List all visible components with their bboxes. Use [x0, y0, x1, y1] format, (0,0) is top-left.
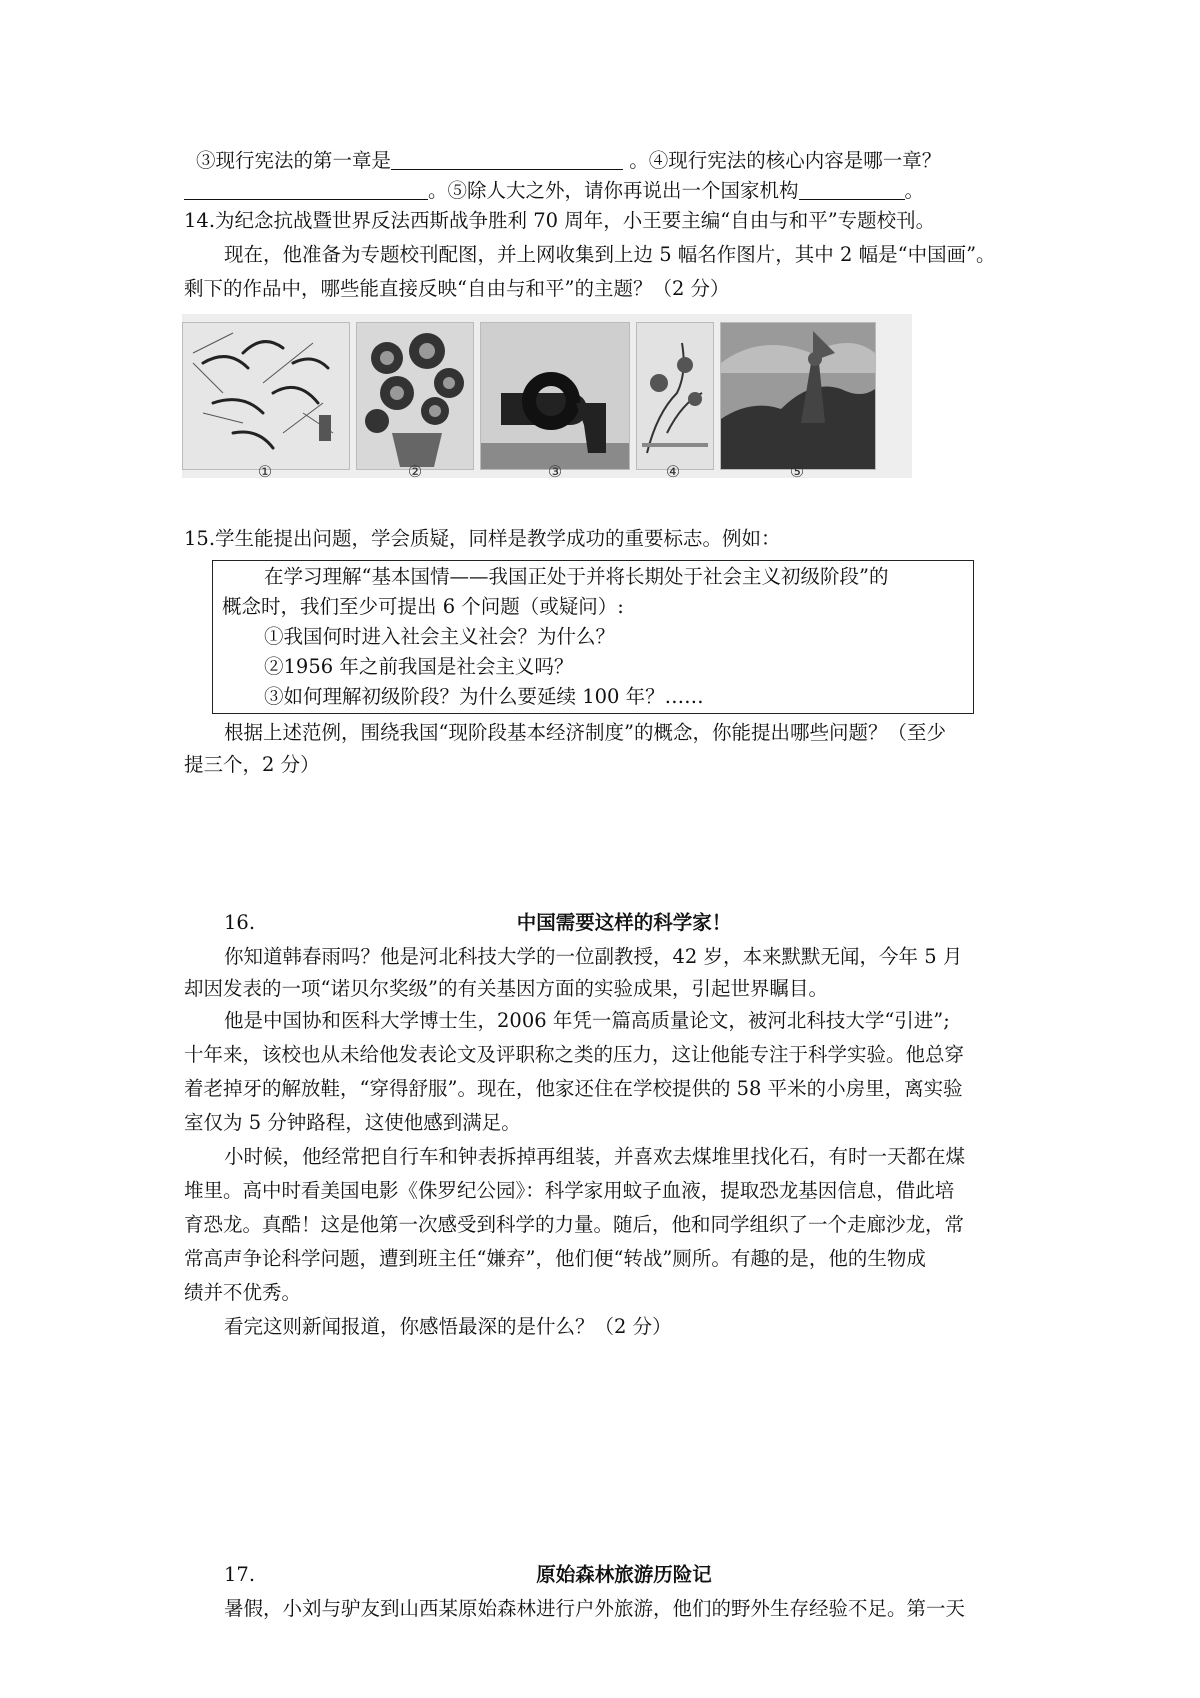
picture-label-3: ③ [547, 462, 563, 481]
box-line-2: 概念时，我们至少可提出 6 个问题（或疑问）: [222, 595, 624, 618]
picture-label-2: ② [407, 462, 423, 481]
shrimp-ink-painting-icon [182, 322, 350, 470]
answer-blank-3[interactable] [391, 147, 623, 170]
q13-line-1 [196, 146, 1036, 176]
box-line-1: 在学习理解“基本国情——我国正处于并将长期处于社会主义初级阶段”的 [264, 565, 889, 588]
q15-text-2: 根据上述范例，围绕我国“现阶段基本经济制度”的概念，你能提出哪些问题？（至少 [224, 721, 946, 744]
artwork-gallery [182, 314, 912, 481]
picture-label-1: ① [257, 462, 273, 481]
q16-number: 16. [224, 911, 256, 934]
q13-part-5-text: 。⑤除人大之外，请你再说出一个国家机构 [428, 179, 799, 202]
q15-text-1: 15.学生能提出问题，学会质疑，同样是教学成功的重要标志。例如： [184, 527, 781, 550]
q16-paragraph-line: 十年来，该校也从未给他发表论文及评职称之类的压力，这让他能专注于科学实验。他总穿 [184, 1043, 965, 1066]
picture-label-5: ⑤ [789, 462, 805, 481]
q16-question: 看完这则新闻报道，你感悟最深的是什么？（2 分） [224, 1315, 672, 1338]
q13-part-4-text: 。④现行宪法的核心内容是哪一章？ [629, 149, 942, 172]
q17-number: 17. [224, 1563, 256, 1586]
q17-title: 原始森林旅游历险记 [536, 1563, 712, 1586]
q15-text-3: 提三个，2 分） [184, 753, 320, 776]
box-line-4: ②1956 年之前我国是社会主义吗？ [264, 655, 574, 678]
q16-paragraph-line: 着老掉牙的解放鞋，“穿得舒服”。现在，他家还住在学校提供的 58 平米的小房里，离实验 [184, 1077, 963, 1100]
q13-line-2 [184, 176, 1024, 206]
q16-paragraph-line: 却因发表的一项“诺贝尔奖级”的有关基因方面的实验成果，引起世界瞩目。 [184, 977, 828, 1000]
q16-paragraph-line: 小时候，他经常把自行车和钟表拆掉再组装，并喜欢去煤堆里找化石，有时一天都在煤 [224, 1145, 966, 1168]
q13-line-end: 。 [904, 179, 925, 202]
liberty-leading-people-painting-icon [720, 322, 876, 470]
q16-paragraph-line: 室仅为 5 分钟路程，这使他感到满足。 [184, 1111, 521, 1134]
knotted-gun-sculpture-icon [480, 322, 630, 470]
q13-part-3-text: ③现行宪法的第一章是 [196, 149, 392, 172]
q14-text-1: 14.为纪念抗战暨世界反法西斯战争胜利 70 周年，小王要主编“自由与和平”专题校刊。 [184, 209, 936, 232]
box-line-5: ③如何理解初级阶段？为什么要延续 100 年？…… [264, 685, 704, 708]
q16-paragraph-line: 育恐龙。真酷！这是他第一次感受到科学的力量。随后，他和同学组织了一个走廊沙龙，常 [184, 1213, 965, 1236]
q16-title: 中国需要这样的科学家！ [516, 911, 732, 934]
q16-paragraph-line: 堆里。高中时看美国电影《侏罗纪公园》：科学家用蚊子血液，提取恐龙基因信息，借此培 [184, 1179, 955, 1202]
q14-text-2: 现在，他准备为专题校刊配图，并上网收集到上边 5 幅名作图片，其中 2 幅是“中国画”。 [224, 243, 996, 266]
picture-label-4: ④ [665, 462, 681, 481]
answer-blank-4[interactable] [184, 177, 428, 200]
q16-paragraph-line: 你知道韩春雨吗？他是河北科技大学的一位副教授，42 岁，本来默默无闻，今年 5 月 [224, 945, 963, 968]
q14-text-3: 剩下的作品中，哪些能直接反映“自由与和平”的主题？（2 分） [184, 277, 730, 300]
q16-paragraph-line: 绩并不优秀。 [184, 1281, 302, 1304]
q16-paragraph-line: 他是中国协和医科大学博士生，2006 年凭一篇高质量论文，被河北科技大学“引进”; [224, 1009, 950, 1032]
q17-text-1: 暑假，小刘与驴友到山西某原始森林进行户外旅游，他们的野外生存经验不足。第一天 [224, 1597, 966, 1620]
box-line-3: ①我国何时进入社会主义社会？为什么？ [264, 625, 616, 648]
answer-blank-5[interactable] [799, 177, 905, 200]
landscape-ink-painting-icon [636, 322, 714, 470]
q16-paragraph-line: 常高声争论科学问题，遭到班主任“嫌弃”，他们便“转战”厕所。有趣的是，他的生物成 [184, 1247, 926, 1270]
sunflowers-painting-icon [356, 322, 474, 470]
